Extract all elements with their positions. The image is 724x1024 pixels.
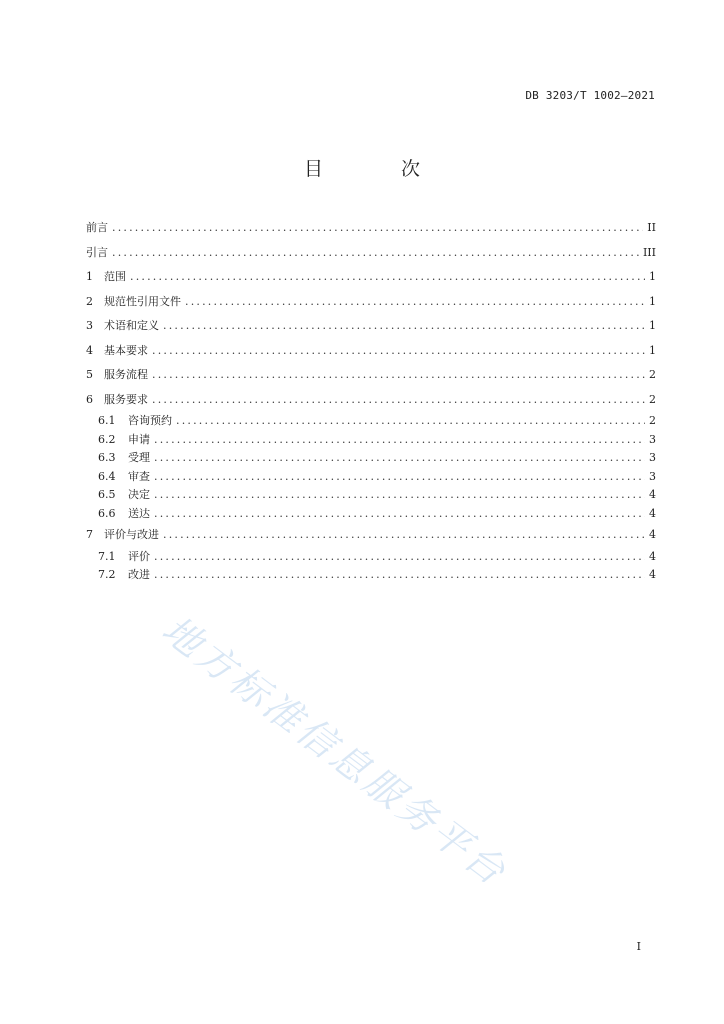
page-title: 目 次 bbox=[303, 158, 457, 180]
toc-entry-number: 7.2 bbox=[98, 568, 116, 581]
toc-entry-label: 咨询预约 bbox=[128, 414, 172, 427]
table-of-contents bbox=[86, 216, 656, 585]
toc-dot-leader bbox=[130, 265, 645, 290]
toc-entry[interactable] bbox=[86, 216, 656, 241]
toc-entry-number: 6.3 bbox=[98, 451, 116, 464]
toc-dot-leader bbox=[154, 468, 645, 487]
toc-entry-page: III bbox=[642, 245, 656, 259]
toc-entry-page: 1 bbox=[649, 343, 656, 357]
toc-dot-leader bbox=[152, 363, 645, 388]
toc-entry-number: 3 bbox=[86, 319, 93, 332]
toc-entry-page: 2 bbox=[649, 392, 656, 406]
toc-entry-page: 3 bbox=[649, 451, 656, 464]
toc-dot-leader bbox=[152, 339, 645, 364]
toc-entry-number: 7 bbox=[86, 528, 93, 541]
toc-dot-leader bbox=[154, 486, 645, 505]
toc-entry-number: 5 bbox=[86, 368, 93, 381]
toc-entry-label: 范围 bbox=[104, 270, 126, 283]
toc-entry-label: 改进 bbox=[128, 568, 150, 581]
toc-entry-number: 2 bbox=[86, 294, 93, 308]
toc-entry-label: 服务要求 bbox=[104, 392, 148, 406]
toc-dot-leader bbox=[185, 290, 645, 315]
toc-dot-leader bbox=[163, 314, 645, 339]
toc-dot-leader bbox=[152, 388, 645, 413]
toc-entry-label: 评价 bbox=[128, 549, 150, 563]
toc-entry-label: 送达 bbox=[128, 506, 150, 520]
toc-entry-page: 4 bbox=[649, 488, 656, 501]
toc-entry-page: 4 bbox=[649, 506, 656, 520]
toc-dot-leader bbox=[176, 412, 645, 431]
toc-entry[interactable] bbox=[86, 486, 656, 505]
toc-dot-leader bbox=[154, 566, 645, 585]
toc-entry[interactable] bbox=[86, 241, 656, 266]
toc-entry-page: 2 bbox=[649, 368, 656, 381]
toc-entry-number: 6.2 bbox=[98, 432, 116, 446]
toc-entry-number: 6.4 bbox=[98, 469, 116, 483]
toc-entry-number: 4 bbox=[86, 343, 93, 357]
toc-entry[interactable] bbox=[86, 265, 656, 290]
toc-entry-label: 申请 bbox=[128, 432, 150, 446]
toc-dot-leader bbox=[154, 548, 645, 567]
toc-entry-page: 1 bbox=[649, 270, 656, 283]
toc-dot-leader bbox=[163, 523, 645, 548]
toc-entry-page: 4 bbox=[649, 549, 656, 563]
toc-entry-page: 2 bbox=[649, 414, 656, 427]
toc-entry[interactable] bbox=[86, 449, 656, 468]
toc-entry-label: 决定 bbox=[128, 488, 150, 501]
toc-entry[interactable] bbox=[86, 468, 656, 487]
toc-entry[interactable] bbox=[86, 314, 656, 339]
toc-entry-page: 4 bbox=[649, 528, 656, 541]
toc-entry-page: 3 bbox=[649, 432, 656, 446]
toc-entry-label: 评价与改进 bbox=[104, 528, 159, 541]
watermark: 地方标准信息服务平台 bbox=[154, 607, 517, 896]
toc-entry-page: II bbox=[647, 221, 656, 234]
toc-entry[interactable] bbox=[86, 388, 656, 413]
toc-dot-leader bbox=[154, 505, 645, 524]
toc-entry-label: 前言 bbox=[86, 221, 108, 234]
toc-entry[interactable] bbox=[86, 339, 656, 364]
page-number: I bbox=[636, 940, 641, 953]
toc-entry-label: 规范性引用文件 bbox=[104, 294, 181, 308]
toc-entry-label: 受理 bbox=[128, 451, 150, 464]
toc-entry-number: 6 bbox=[86, 392, 93, 406]
toc-entry-number: 6.1 bbox=[98, 414, 116, 427]
toc-entry-number: 7.1 bbox=[98, 549, 116, 563]
toc-entry[interactable] bbox=[86, 290, 656, 315]
toc-entry-label: 服务流程 bbox=[104, 368, 148, 381]
toc-entry[interactable] bbox=[86, 523, 656, 548]
document-code: DB 3203/T 1002—2021 bbox=[525, 89, 655, 102]
toc-entry[interactable] bbox=[86, 412, 656, 431]
toc-entry-page: 3 bbox=[649, 469, 656, 483]
toc-entry-label: 术语和定义 bbox=[104, 319, 159, 332]
toc-dot-leader bbox=[154, 431, 645, 450]
toc-entry-number: 6.5 bbox=[98, 488, 116, 501]
toc-entry-number: 6.6 bbox=[98, 506, 116, 520]
toc-dot-leader bbox=[112, 216, 643, 241]
toc-entry-page: 1 bbox=[649, 319, 656, 332]
toc-entry-label: 审查 bbox=[128, 469, 150, 483]
toc-entry[interactable] bbox=[86, 548, 656, 567]
toc-entry[interactable] bbox=[86, 505, 656, 524]
toc-entry-number: 1 bbox=[86, 270, 93, 283]
toc-entry-label: 基本要求 bbox=[104, 343, 148, 357]
toc-entry[interactable] bbox=[86, 566, 656, 585]
toc-entry[interactable] bbox=[86, 431, 656, 450]
toc-entry-page: 1 bbox=[649, 294, 656, 308]
toc-dot-leader bbox=[112, 241, 639, 266]
toc-entry-label: 引言 bbox=[86, 245, 108, 259]
toc-entry-page: 4 bbox=[649, 568, 656, 581]
toc-entry[interactable] bbox=[86, 363, 656, 388]
toc-dot-leader bbox=[154, 449, 645, 468]
